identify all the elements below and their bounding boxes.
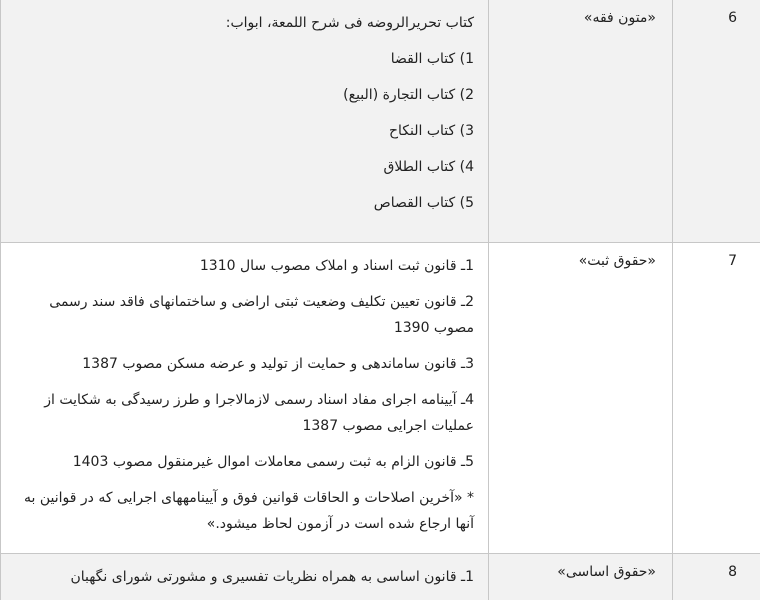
table-row xyxy=(1,243,760,554)
subject-title: «حقوق اساسی» xyxy=(489,554,673,600)
content-line: 2) کتاب التجارة (البیع) xyxy=(343,87,474,103)
content-line: 4) کتاب الطلاق xyxy=(383,159,474,175)
content-cell xyxy=(1,0,489,242)
row-number: 7 xyxy=(728,253,737,269)
content-line: 1ـ قانون ثبت اسناد و املاک مصوب سال 1310 xyxy=(199,258,474,274)
content-cell xyxy=(1,243,489,553)
row-number: 6 xyxy=(728,10,737,26)
content-line: 5ـ قانون الزام به ثبت رسمی معاملات اموال غیرمنقول مصوب 1403 xyxy=(72,454,474,470)
content-line: 3) کتاب النکاح xyxy=(388,123,474,139)
content-note: * «آخرین اصلاحات و الحاقات قوانین فوق و آیینامههای اجرایی که در قوانین به آنها ارجاع شده است در آزمون لحاظ میشود.» xyxy=(24,490,474,532)
table-row xyxy=(1,0,760,243)
content-line: کتاب تحریرالروضه فی شرح اللمعة، ابواب: xyxy=(225,15,474,31)
row-number: 8 xyxy=(728,564,737,580)
content-line: 5) کتاب القصاص xyxy=(373,195,474,211)
content-cell xyxy=(1,554,489,600)
content-line: 4ـ آیینامه اجرای مفاد اسناد رسمی لازمالاجرا و طرز رسیدگی به شکایت از عملیات اجرایی مصوب 1387 xyxy=(44,392,474,434)
content-line: 1) کتاب القضا xyxy=(390,51,474,67)
subject-title: «حقوق ثبت» xyxy=(489,243,673,553)
table-row xyxy=(1,554,760,600)
content-line: 3ـ قانون ساماندهی و حمایت از تولید و عرضه مسکن مصوب 1387 xyxy=(82,356,474,372)
subject-title: «متون فقه» xyxy=(489,0,673,242)
content-line: 2ـ قانون تعیین تکلیف وضعیت ثبتی اراضی و ساختمانهای فاقد سند رسمی مصوب 1390 xyxy=(49,294,474,336)
content-line: 1ـ قانون اساسی به همراه نظریات تفسیری و مشورتی شورای نگهبان xyxy=(70,569,474,585)
